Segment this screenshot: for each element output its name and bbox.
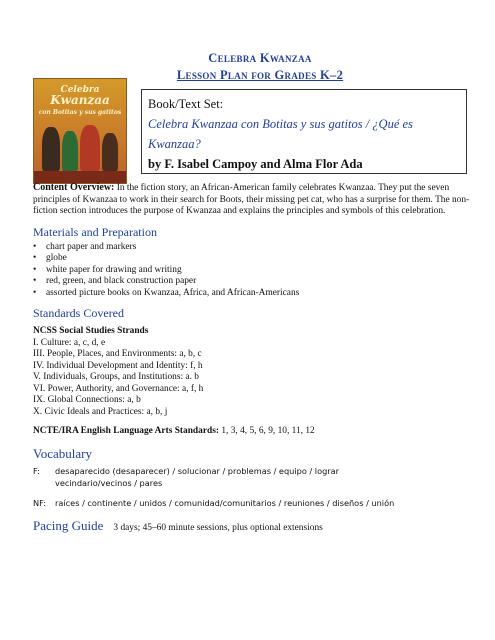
vocab-words: desaparecido (desaparecer) / solucionar / problemas / equipo / lograr (55, 465, 340, 476)
list-item: • globe (33, 253, 67, 263)
vocabulary-heading: Vocabulary (33, 445, 92, 461)
ncte-standards (33, 426, 473, 438)
std-line: X. Civic Ideals and Practices: a, b, j (33, 406, 168, 417)
materials-heading: Materials and Preparation (33, 224, 157, 239)
ncte-values: 1, 3, 4, 5, 6, 9, 10, 11, 12 (221, 426, 315, 436)
vocab-row-f (33, 465, 473, 478)
overview-label: Content Overview: (33, 182, 115, 193)
cover-figure (62, 131, 78, 171)
book-info-box (141, 89, 467, 174)
cover-figure (42, 127, 60, 171)
list-item: • chart paper and markers (33, 241, 137, 252)
cover-figure (80, 125, 100, 171)
pacing-heading: Pacing Guide (33, 518, 104, 533)
std-line: IV. Individual Development and Identity: f, h (33, 360, 203, 371)
list-item: • white paper for drawing and writing (33, 264, 182, 275)
book-label: Book/Text Set: (148, 97, 224, 111)
std-line: VI. Power, Authority, and Governance: a, f, h (33, 383, 204, 394)
content-overview (33, 182, 473, 218)
ncss-heading: NCSS Social Studies Strands (33, 326, 149, 336)
cover-figure (102, 133, 118, 171)
page-title: Celebra Kwanzaa (208, 51, 312, 65)
book-cover-image (33, 78, 127, 184)
list-item: • assorted picture books on Kwanzaa, Africa, and African-Americans (33, 287, 300, 298)
vocab-row-f2 (33, 477, 473, 490)
vocab-key: NF: (33, 497, 46, 508)
title-block (130, 50, 390, 84)
page-subtitle: Lesson Plan for Grades K–2 (176, 68, 344, 82)
std-line: I. Culture: a, c, d, e (33, 337, 106, 348)
pacing-text: 3 days; 45–60 minute sessions, plus optional extensions (113, 523, 323, 533)
standards-heading: Standards Covered (33, 306, 124, 320)
vocab-key: F: (33, 465, 40, 476)
list-item: • red, green, and black construction paper (33, 276, 197, 286)
vocab-words: raíces / continente / unidos / comunidad/comunitarios / reuniones / diseños / unión (55, 497, 395, 508)
std-line: V. Individuals, Groups, and Institutions: a. b (33, 372, 199, 382)
book-author: by F. Isabel Campoy and Alma Flor Ada (148, 157, 363, 171)
pacing-guide (33, 518, 473, 533)
vocab-words: vecindario/vecinos / pares (55, 478, 163, 488)
vocabulary-block (33, 465, 473, 510)
overview-text: In the fiction story, an African-American family celebrates Kwanzaa. They put the seven principles of Kwanzaa to work in their search for Boots, their missing pet cat, who has a surprise for them. The non-fiction section introduces the purpose of Kwanzaa and explains the principles and symbols of this celebration. (33, 183, 470, 216)
materials-list (33, 242, 473, 300)
ncte-label: NCTE/IRA English Language Arts Standards: (33, 426, 219, 436)
vocab-row-nf (33, 497, 473, 510)
main-content (33, 182, 473, 533)
cover-title-top: Celebra (60, 85, 100, 95)
book-title: Celebra Kwanzaa con Botitas y sus gatitos / ¿Qué es Kwanzaa? (148, 117, 413, 151)
std-line: IX. Global Connections: a, b (33, 395, 141, 405)
cover-title-sub: con Botitas y sus gatitos (38, 109, 122, 116)
std-line: III. People, Places, and Environments: a, b, c (33, 349, 202, 359)
cover-title-main: Kwanzaa (50, 93, 110, 107)
